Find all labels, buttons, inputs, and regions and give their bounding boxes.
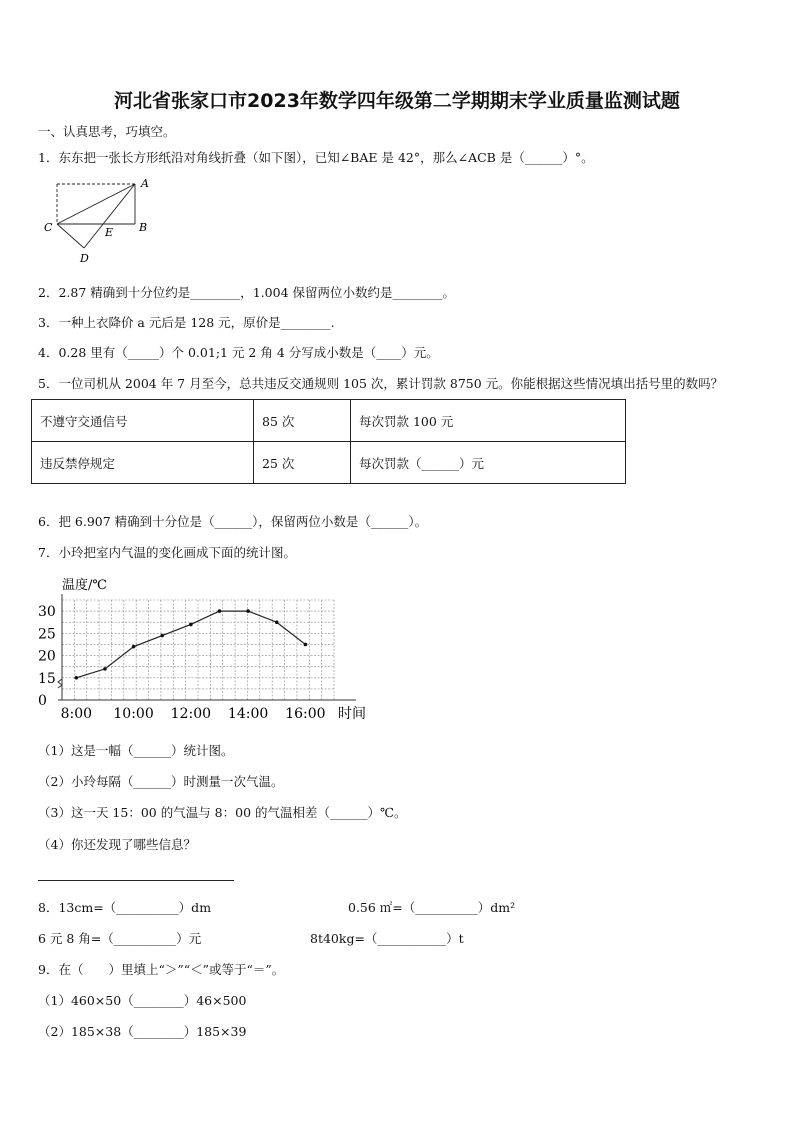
x-tick-label: 14:00 — [227, 706, 269, 722]
table-cell: 每次罚款 100 元 — [351, 400, 626, 442]
x-axis-label: 时间 — [338, 706, 366, 722]
x-tick-label: 16:00 — [285, 706, 326, 722]
data-point — [160, 634, 164, 638]
question-7: 7．小玲把室内气温的变化画成下面的统计图。 — [38, 545, 296, 560]
question-7-part-4: （4）你还发现了哪些信息？ — [38, 837, 196, 852]
answer-line — [38, 880, 234, 881]
fold-diagram — [38, 172, 168, 266]
y-tick-label: 30 — [38, 604, 56, 621]
x-tick-labels — [61, 706, 326, 722]
question-9-part-2: （2）185×38（________）185×39 — [38, 1024, 247, 1039]
question-4: 4．0.28 里有（_____）个 0.01;1 元 2 角 4 分写成小数是（____）元。 — [38, 345, 439, 360]
table-cell: 85 次 — [254, 400, 351, 442]
question-8d: 8t40kg=（___________）t — [310, 931, 464, 946]
label-a: A — [141, 177, 149, 190]
x-tick-label: 10:00 — [113, 706, 154, 722]
label-d: D — [80, 252, 89, 265]
data-point — [132, 645, 136, 649]
penalty-table — [31, 399, 626, 484]
table-cell: 违反禁停规定 — [32, 442, 254, 484]
question-7-part-2: （2）小玲每隔（______）时测量一次气温。 — [38, 774, 284, 789]
question-1: 1．东东把一张长方形纸沿对角线折叠（如下图），已知∠BAE 是 42°，那么∠ACB 是（______）°。 — [38, 150, 594, 165]
chart-grid — [62, 600, 334, 700]
diagonal-ca — [57, 184, 135, 224]
label-b: B — [139, 221, 148, 234]
table-row — [32, 400, 626, 442]
question-3: 3．一种上衣降价 a 元后是 128 元，原价是________. — [38, 315, 335, 330]
question-5: 5．一位司机从 2004 年 7 月至今，总共违反交通规则 105 次，累计罚款 8750 元。你能根据这些情况填出括号里的数吗？ — [38, 376, 724, 391]
label-e: E — [105, 226, 114, 239]
y-tick-label: 0 — [38, 693, 47, 709]
y-tick-labels — [38, 604, 56, 709]
question-9: 9．在（ ）里填上“＞”“＜”或等于“＝”。 — [38, 962, 285, 977]
y-tick-label: 15 — [38, 670, 56, 687]
fold-edge-cd — [57, 224, 84, 248]
data-point — [189, 623, 193, 627]
data-point — [75, 676, 79, 680]
question-7-part-3: （3）这一天 15：00 的气温与 8：00 的气温相差（______）℃。 — [38, 805, 407, 820]
question-2: 2．2.87 精确到十分位约是________，1.004 保留两位小数约是________。 — [38, 285, 456, 300]
y-axis-label: 温度/℃ — [62, 578, 107, 593]
data-point — [275, 620, 279, 624]
x-tick-label: 8:00 — [60, 706, 93, 722]
data-point — [218, 609, 222, 613]
table-cell: 不遵守交通信号 — [32, 400, 254, 442]
axis-break-mark — [58, 679, 62, 688]
temperature-chart — [38, 570, 378, 725]
table-row — [32, 442, 626, 484]
label-c: C — [44, 221, 53, 234]
x-tick-label: 12:00 — [170, 706, 212, 722]
table-cell: 每次罚款（______）元 — [351, 442, 626, 484]
question-6: 6．把 6.907 精确到十分位是（______），保留两位小数是（______）。 — [38, 514, 428, 529]
question-9-part-1: （1）460×50（________）46×500 — [38, 993, 247, 1008]
table-cell: 25 次 — [254, 442, 351, 484]
data-point — [103, 667, 107, 671]
section-heading: 一、认真思考，巧填空。 — [38, 124, 176, 139]
data-point — [304, 643, 308, 647]
page-title: 河北省张家口市2023年数学四年级第二学期期末学业质量监测试题 — [114, 90, 680, 112]
question-8c: 6 元 8 角=（__________）元 — [38, 931, 202, 946]
question-8b: 0.56 ㎡=（__________）dm² — [348, 900, 516, 915]
y-tick-label: 20 — [38, 648, 56, 665]
y-tick-label: 25 — [38, 626, 56, 643]
question-8a: 8．13cm=（__________）dm — [38, 900, 212, 915]
temperature-line — [76, 611, 305, 678]
question-7-part-1: （1）这是一幅（______）统计图。 — [38, 743, 234, 758]
data-point — [246, 609, 250, 613]
